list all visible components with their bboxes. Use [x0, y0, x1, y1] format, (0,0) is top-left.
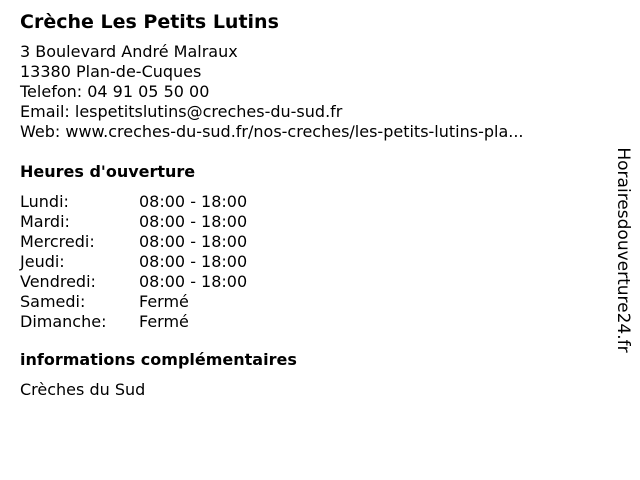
- hours-row: [20, 232, 595, 252]
- hours-row: [20, 252, 595, 272]
- hours-day: Dimanche:: [20, 312, 107, 331]
- hours-row: [20, 292, 595, 312]
- business-title: Crèche Les Petits Lutins: [20, 11, 279, 33]
- hours-time: 08:00 - 18:00: [139, 192, 248, 211]
- hours-time: 08:00 - 18:00: [139, 232, 248, 251]
- hours-row: [20, 312, 595, 332]
- email-line: Email: lespetitslutins@creches-du-sud.fr: [20, 102, 343, 121]
- hours-table: [20, 192, 595, 332]
- hours-row: [20, 212, 595, 232]
- web-line: Web: www.creches-du-sud.fr/nos-creches/les-petits-lutins-pla...: [20, 122, 524, 141]
- business-card: [20, 8, 595, 400]
- info-heading: informations complémentaires: [20, 350, 297, 369]
- hours-time: 08:00 - 18:00: [139, 212, 248, 231]
- hours-time: Fermé: [139, 292, 189, 311]
- hours-day: Jeudi:: [20, 252, 65, 271]
- info-text: Crèches du Sud: [20, 380, 146, 399]
- address-city: 13380 Plan-de-Cuques: [20, 62, 202, 81]
- hours-row: [20, 272, 595, 292]
- hours-day: Vendredi:: [20, 272, 96, 291]
- hours-day: Mercredi:: [20, 232, 95, 251]
- hours-time: 08:00 - 18:00: [139, 252, 248, 271]
- address-block: [20, 42, 595, 142]
- hours-day: Samedi:: [20, 292, 86, 311]
- hours-row: [20, 192, 595, 212]
- phone-line: Telefon: 04 91 05 50 00: [20, 82, 210, 101]
- address-street: 3 Boulevard André Malraux: [20, 42, 238, 61]
- hours-day: Mardi:: [20, 212, 70, 231]
- hours-heading: Heures d'ouverture: [20, 162, 196, 181]
- hours-time: 08:00 - 18:00: [139, 272, 248, 291]
- watermark-text: Horairesdouverture24.fr: [613, 147, 633, 353]
- hours-time: Fermé: [139, 312, 189, 331]
- hours-day: Lundi:: [20, 192, 69, 211]
